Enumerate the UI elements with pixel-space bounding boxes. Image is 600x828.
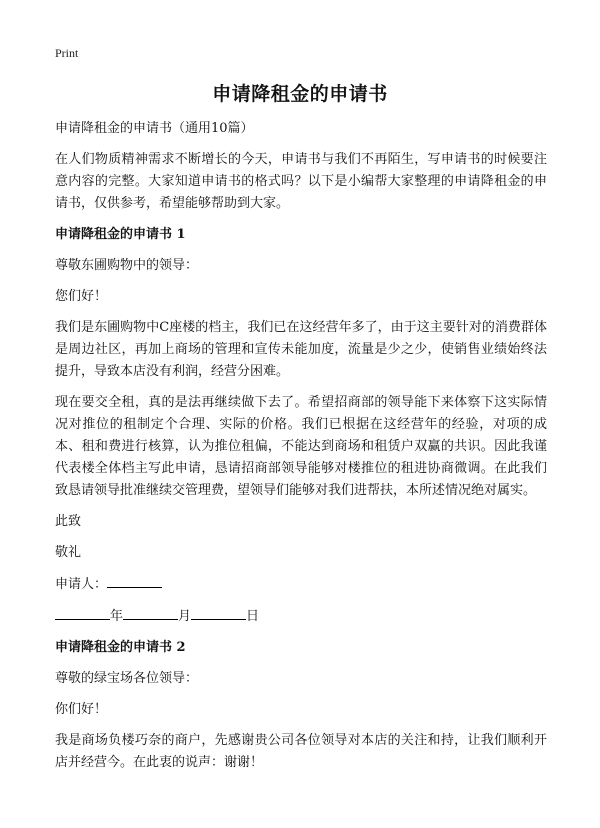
page-title: 申请降租金的申请书 <box>212 83 388 105</box>
section-1-salutation: 尊敬东圃购物中的领导： <box>55 258 199 273</box>
section-2-greeting: 你们好！ <box>55 702 108 717</box>
month-blank <box>123 605 178 620</box>
section-1-greeting: 您们好！ <box>55 289 108 304</box>
print-link[interactable]: Print <box>55 46 79 60</box>
document-body <box>55 118 547 783</box>
closing-line-2: 敬礼 <box>55 545 82 560</box>
section-1-paragraph-2: 现在要交全租，真的是法再继续做下去了。希望招商部的领导能下来体察下这实际情况对推位的租制定个合理、实际的价格。我们已根据在这经营年的经验，对项的成本、租和费进行核算，认为推位租偏，不能达到商场和租赁户双赢的共识。因此我谨代表楼全体档主写此申请，恳请招商部领导能够对楼推位的租进协商微调。在此我们致恳请领导批准继续交管理费，望领导们能够对我们进帮扶，本所述情况绝对属实。 <box>55 395 547 498</box>
section-1-heading: 申请降租金的申请书 1 <box>55 227 186 242</box>
section-2-heading: 申请降租金的申请书 2 <box>55 640 186 655</box>
section-2-paragraph-1: 我是商场负楼巧奈的商户，先感谢贵公司各位领导对本店的关注和持，让我们顺利开店并经营今。在此衷的说声：谢谢！ <box>55 733 547 770</box>
closing-line-1: 此致 <box>55 514 82 529</box>
section-1-paragraph-1: 我们是东圃购物中C座楼的档主，我们已在这经营年多了，由于这主要针对的消费群体是周边社区，再加上商场的管理和宣传未能加度，流量是少之少，使销售业绩始终法提升，导致本店没有利润，经营分困难。 <box>55 320 547 379</box>
day-label: 日 <box>246 609 260 624</box>
month-label: 月 <box>178 609 192 624</box>
intro-paragraph: 在人们物质精神需求不断增长的今天，申请书与我们不再陌生，写申请书的时候要注意内容的完整。大家知道申请书的格式吗？以下是小编帮大家整理的申请降租金的申请书，仅供参考，希望能够帮助到大家。 <box>55 152 547 211</box>
applicant-line <box>55 573 547 596</box>
subtitle: 申请降租金的申请书（通用10篇） <box>55 121 254 136</box>
year-label: 年 <box>110 609 124 624</box>
applicant-label: 申请人： <box>55 577 108 592</box>
section-2-salutation: 尊敬的绿宝场各位领导： <box>55 671 199 686</box>
applicant-blank <box>107 573 162 588</box>
date-line <box>55 605 547 628</box>
year-blank <box>55 605 110 620</box>
day-blank <box>191 605 246 620</box>
